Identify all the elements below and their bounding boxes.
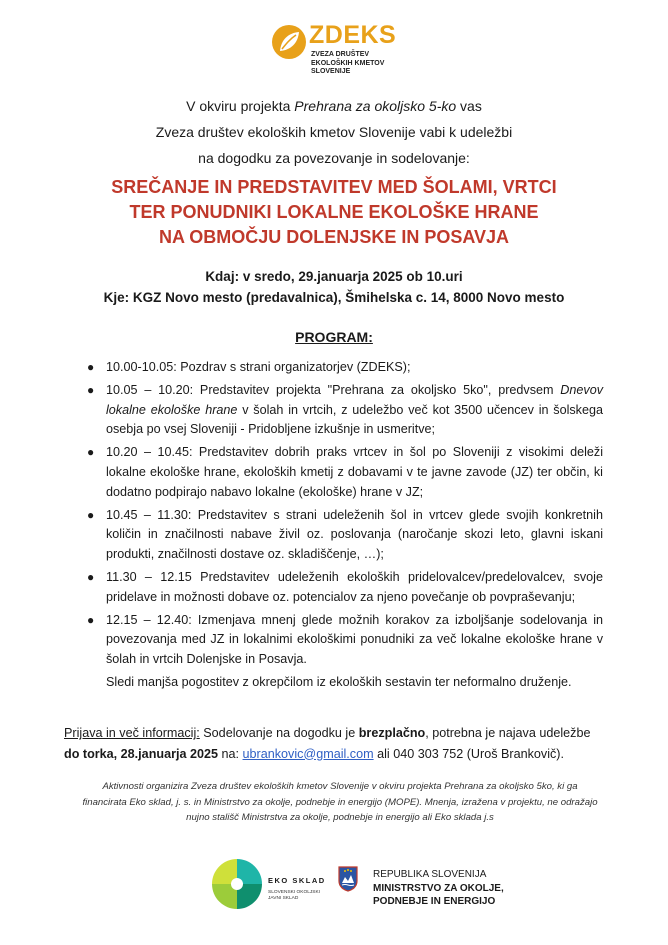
bullet-icon: ● xyxy=(87,360,95,374)
coat-of-arms-icon xyxy=(338,866,358,892)
program-item: ● 10.00-10.05: Pozdrav s strani organizatorjev (ZDEKS); xyxy=(106,358,603,378)
intro-line-1: V okviru projekta Prehrana za okoljsko 5-ko vas xyxy=(186,98,482,114)
program-item: ● 11.30 – 12.15 Predstavitev udeleženih ekoloških pridelovalcev/predelovalcev, svoje pridelave in možnosti dobave oz. potencialov za njeno povečanje ob povpraševanju; xyxy=(87,569,603,604)
signup-label: Prijava in več informacij: xyxy=(64,726,200,740)
eko-sklad-logo xyxy=(212,856,337,912)
bullet-icon: ● xyxy=(87,612,95,627)
program-item: ● 10.45 – 11.30: Predstavitev s strani udeleženih šol in vrtcev glede svojih konkretnih količin in značilnosti nabave živil oz. poslovanja (naročanje skozi leto, glavni iskani produkti, značilnosti dostave oz. skladiščenje, …); xyxy=(87,507,603,562)
ministry-name: MINISTRSTVO ZA OKOLJE, PODNEBJE IN ENERGIJO xyxy=(373,883,504,907)
intro-line-3: na dogodku za povezovanje in sodelovanje: xyxy=(198,150,470,166)
eko-sklad-name: EKO SKLAD xyxy=(268,876,326,885)
bullet-icon: ● xyxy=(87,382,95,397)
deadline: do torka, 28.januarja 2025 xyxy=(64,746,218,761)
closing-note: Sledi manjša pogostitev z okrepčilom iz ekoloških sestavin ter neformalno druženje. xyxy=(106,675,572,689)
free-label: brezplačno xyxy=(358,726,426,740)
intro-line-2: Zveza društev ekoloških kmetov Slovenije vabi k udeležbi xyxy=(155,124,513,140)
program-list xyxy=(87,358,603,673)
event-title-line-1: SREČANJE IN PREDSTAVITEV MED ŠOLAMI, VRTCI xyxy=(111,177,557,197)
event-title-line-2: TER PONUDNIKI LOKALNE EKOLOŠKE HRANE xyxy=(129,202,539,222)
eko-sklad-mark-icon xyxy=(212,859,262,909)
zdeks-leaf-icon xyxy=(271,24,307,60)
event-date: Kdaj: v sredo, 29.januarja 2025 ob 10.uri xyxy=(205,269,463,284)
zdeks-logo-subtitle: ZVEZA DRUŠTEV EKOLOŠKIH KMETOV SLOVENIJE xyxy=(311,51,385,75)
event-location: Kje: KGZ Novo mesto (predavalnica), Šmihelska c. 14, 8000 Novo mesto xyxy=(103,290,565,305)
email-link[interactable]: ubrankovic@gmail.com xyxy=(242,746,374,761)
eko-sklad-subtitle: SLOVENSKI OKOLJSKI JAVNI SKLAD xyxy=(268,890,320,901)
program-item: ● 12.15 – 12.40: Izmenjava mnenj glede možnih korakov za izboljšanje sodelovanja in povezovanja med JZ in lokalnimi ekološkimi ponudniki za več lokalne ekološke hrane v šolah in vrtcih Dolenjske in Posavja. xyxy=(87,612,603,667)
program-item: ● 10.05 – 10.20: Predstavitev projekta "Prehrana za okoljsko 5ko", predvsem Dnevov lokalne ekološke hrane v šolah in vrtcih, z udeležbo več kot 3500 učencev in šolskega osebja po vsej Sloveniji - Pridobljene izkušnje in usmeritve; xyxy=(87,382,603,437)
republic-label: REPUBLIKA SLOVENIJA xyxy=(373,869,487,880)
bullet-icon: ● xyxy=(87,507,95,522)
funding-note: Aktivnosti organizira Zveza društev ekoloških kmetov Slovenije v okviru projekta Prehrana za okoljsko 5ko, ki ga financirata Eko sklad, j. s. in Ministrstvo za okolje, podnebje in energijo (MOPE). Mnenja, izražena v projektu, ne odražajo nujno stališč Ministrstva za okolje, podnebje in energijo ali Eko sklada j.s xyxy=(82,781,598,823)
event-title-line-3: NA OBMOČJU DOLENJSKE IN POSAVJA xyxy=(158,227,510,247)
zdeks-logo xyxy=(271,20,421,80)
program-item: ● 10.20 – 10.45: Predstavitev dobrih praks vrtcev in šol po Sloveniji z visokimi deleži lokalne ekološke hrane, ekoloških kmetij z dobavami v te javne zavode (JZ) ter občin, ki dodatno podpirajo nabavo lokalne (ekološke) hrane v JZ; xyxy=(87,445,603,499)
bullet-icon: ● xyxy=(87,445,95,460)
program-heading: PROGRAM: xyxy=(295,329,373,345)
zdeks-logo-name: ZDEKS xyxy=(309,21,397,49)
signup-info: Prijava in več informacij: Sodelovanje na dogodku je brezplačno, potrebna je najava udeležbe do torka, 28.januarja 2025 na: ubrankovic@gmail.com ali 040 303 752 (Uroš Brankovič). xyxy=(64,726,591,761)
bullet-icon: ● xyxy=(87,569,95,584)
